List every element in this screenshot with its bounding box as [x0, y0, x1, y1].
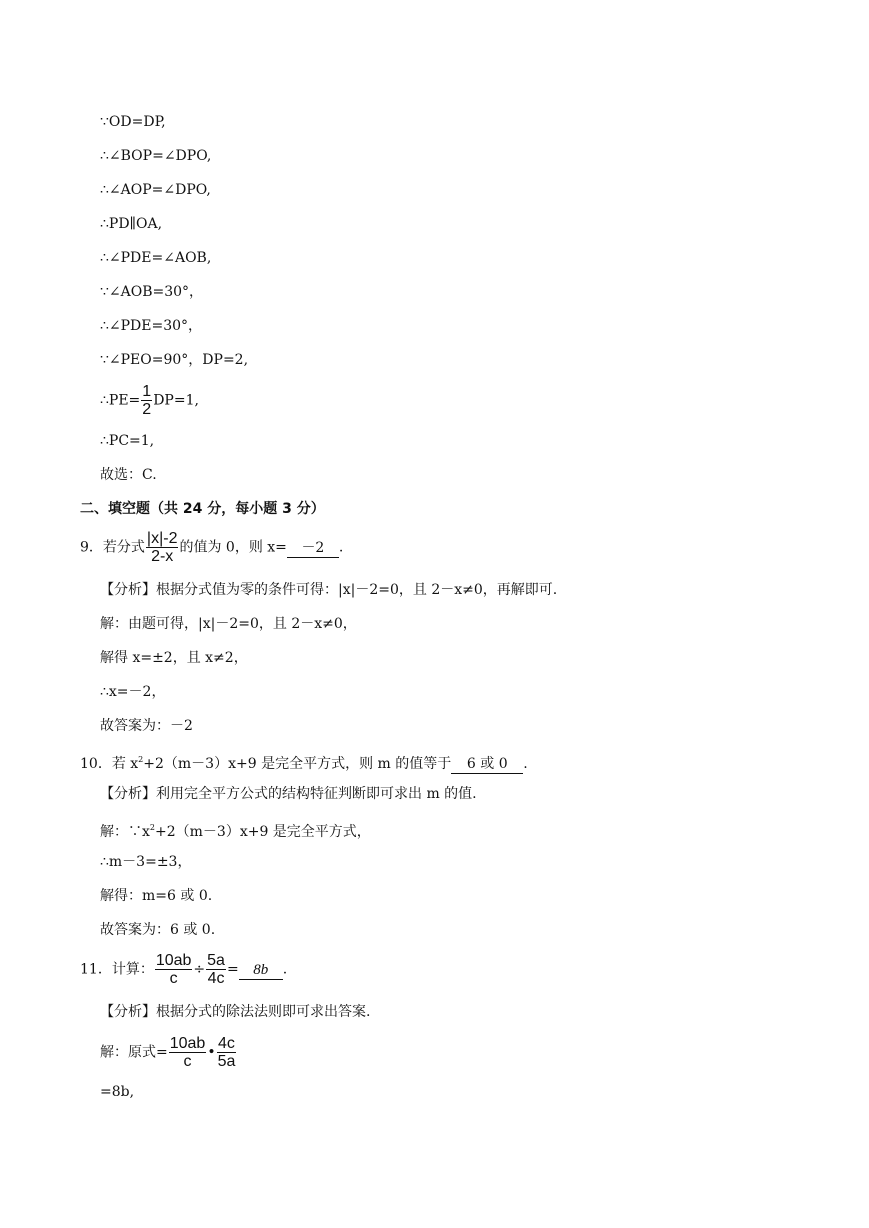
q9-stem	[80, 530, 343, 565]
q11-fraction-2-numerator: 5a	[207, 952, 225, 969]
pe-suffix: DP=1,	[153, 392, 199, 409]
q10-sol1-suffix: +2（m－3）x+9 是完全平方式，	[155, 824, 371, 840]
q10-sol1-prefix: 解：∵x	[100, 824, 150, 840]
q10-prefix: 10．若 x	[80, 756, 139, 772]
q9-suffix: .	[338, 539, 344, 556]
q9-fraction-denominator: 2-x	[151, 548, 174, 565]
q11-operator: ÷	[193, 961, 206, 978]
fraction-numerator: 1	[142, 383, 152, 400]
proof-line-7: ∴∠PDE=30°，	[100, 318, 203, 334]
proof-line-5: ∴∠PDE=∠AOB,	[100, 250, 212, 266]
q10-solution-3: 解得：m=6 或 0.	[100, 888, 213, 904]
q11-sol-fraction-1-numerator: 10ab	[169, 1035, 206, 1052]
q11-sol-fraction-2	[217, 1035, 237, 1070]
q9-solution-2: 解得 x=±2，且 x≠2，	[100, 650, 248, 666]
q11-sol-dot: •	[207, 1044, 216, 1061]
q11-stem	[80, 952, 287, 987]
q11-prefix: 11．计算：	[80, 961, 154, 978]
q9-analysis: 【分析】根据分式值为零的条件可得：|x|－2=0，且 2－x≠0，再解即可.	[100, 582, 558, 598]
proof-line-3: ∴∠AOP=∠DPO,	[100, 182, 211, 198]
q9-prefix: 9．若分式	[80, 539, 145, 556]
section-heading: 二、填空题（共 24 分，每小题 3 分）	[80, 501, 325, 517]
q9-middle: 的值为 0，则 x=	[179, 539, 287, 556]
proof-line-4: ∴PD∥OA,	[100, 216, 163, 232]
q11-final-line: =8b,	[100, 1084, 135, 1100]
q10-middle: +2（m－3）x+9 是完全平方式，则 m 的值等于	[143, 756, 452, 772]
q11-analysis: 【分析】根据分式的除法法则即可求出答案.	[100, 1004, 371, 1020]
fraction-denominator: 2	[142, 401, 152, 418]
q11-fraction-2	[206, 952, 226, 987]
q11-fraction-2-denominator: 4c	[207, 970, 225, 987]
q9-answer-blank: －2	[287, 539, 339, 558]
q11-sol-fraction-1	[169, 1035, 207, 1070]
q10-analysis: 【分析】利用完全平方公式的结构特征判断即可求出 m 的值.	[100, 786, 477, 802]
q9-solution-4: 故答案为：－2	[100, 718, 193, 734]
proof-line-6: ∵∠AOB=30°，	[100, 284, 204, 300]
q11-solution-1	[100, 1035, 237, 1070]
q11-fraction-1-denominator: c	[169, 970, 178, 987]
proof-line-pe	[100, 383, 199, 418]
q11-equals: =	[226, 961, 239, 978]
q9-fraction-numerator: |x|-2	[146, 530, 178, 547]
q9-solution-3: ∴x=－2，	[100, 684, 166, 700]
pe-prefix: ∴PE=	[100, 392, 141, 409]
half-fraction	[141, 383, 152, 418]
q11-fraction-1-numerator: 10ab	[155, 952, 192, 969]
q11-sol-fraction-1-denominator: c	[183, 1053, 192, 1070]
q10-stem	[80, 751, 528, 774]
q9-solution-1: 解：由题可得，|x|－2=0，且 2－x≠0，	[100, 616, 357, 632]
q10-suffix: .	[523, 756, 528, 772]
q10-sol1-superscript: 2	[149, 823, 155, 832]
q11-answer-blank: 8b	[239, 961, 283, 980]
q11-sol-fraction-2-numerator: 4c	[218, 1035, 235, 1052]
q10-answer-blank: 6 或 0	[451, 755, 523, 774]
q11-sol-prefix: 解：原式=	[100, 1044, 168, 1061]
proof-line-8: ∵∠PEO=90°，DP=2,	[100, 352, 249, 368]
q10-solution-4: 故答案为：6 或 0.	[100, 922, 216, 938]
q10-superscript: 2	[138, 755, 144, 764]
proof-line-2: ∴∠BOP=∠DPO,	[100, 148, 212, 164]
q11-sol-fraction-2-denominator: 5a	[217, 1053, 236, 1070]
choice-line: 故选：C.	[100, 467, 157, 483]
proof-line-1: ∵OD=DP,	[100, 114, 166, 130]
q9-fraction	[146, 530, 179, 565]
proof-line-pc: ∴PC=1,	[100, 433, 155, 449]
q10-solution-1	[100, 819, 371, 841]
q10-solution-2: ∴m－3=±3，	[100, 854, 192, 870]
q11-fraction-1	[155, 952, 193, 987]
q11-suffix: .	[282, 961, 288, 978]
